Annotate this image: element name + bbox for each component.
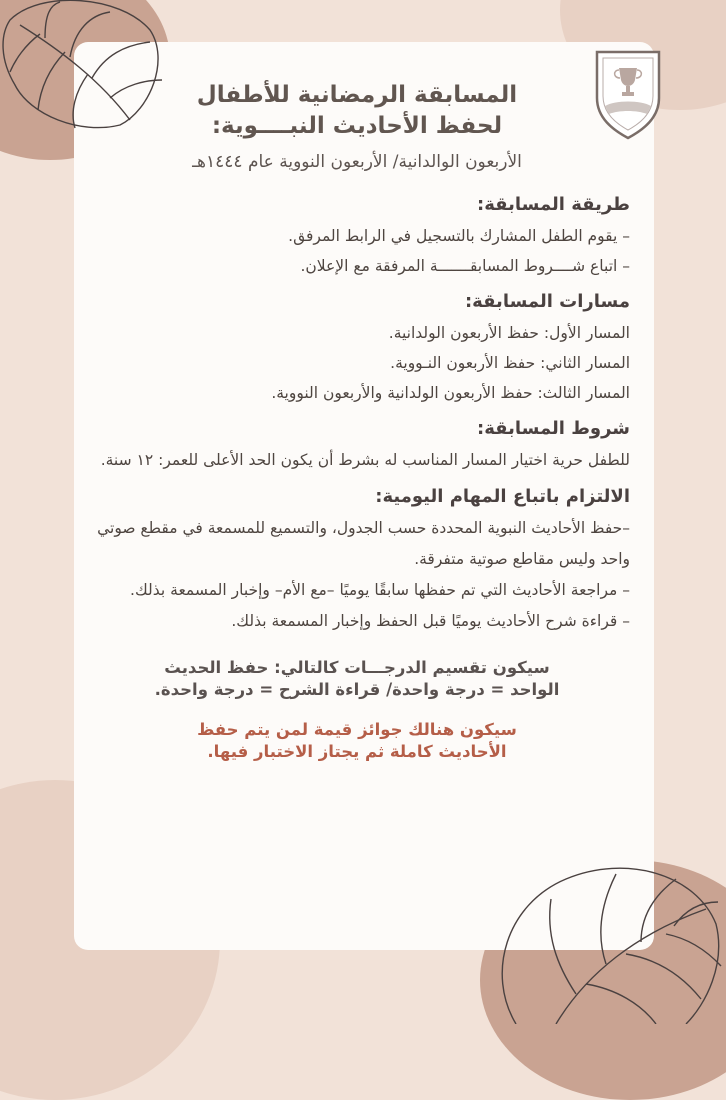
- prize-note: [84, 719, 630, 763]
- method-heading: طريقة المسابقة:: [477, 194, 630, 215]
- page-title: [84, 80, 630, 142]
- track-item: المسار الثاني: حفظ الأربعون النـووية.: [390, 354, 630, 372]
- method-item: – يقوم الطفل المشارك بالتسجيل في الرابط المرفق.: [288, 227, 630, 245]
- announcement-body: [84, 80, 630, 763]
- tracks-heading: مسارات المسابقة:: [464, 291, 630, 312]
- commitment-item: – مراجعة الأحاديث التي تم حفظها سابقًا يوميًا –مع الأم– وإخبار المسمعة بذلك.: [130, 581, 630, 599]
- prize-line-1: سيكون هنالك جوائز قيمة لمن يتم حفظ: [197, 720, 517, 739]
- monstera-leaf-bottom-right-icon: [476, 854, 726, 1024]
- track-item: المسار الثالث: حفظ الأربعون الولدانية والأربعون النووية.: [271, 384, 630, 402]
- title-line-2: لحفظ الأحاديث النبــــوية:: [211, 113, 503, 139]
- commitment-heading: الالتزام باتباع المهام اليومية:: [375, 486, 630, 507]
- commitment-item: –حفظ الأحاديث النبوية المحددة حسب الجدول، والتسميع للمسمعة في مقطع صوتي واحد وليس مقاطع صوتية متفرقة.: [97, 519, 630, 568]
- prize-line-2: الأحاديث كاملة ثم يجتاز الاختبار فيها.: [207, 742, 507, 761]
- method-item: – اتباع شــــروط المسابقـــــــة المرفقة مع الإعلان.: [300, 257, 630, 275]
- conditions-heading: شروط المسابقة:: [477, 418, 630, 439]
- subtitle: الأربعون الوالدانية/ الأربعون النووية عام ١٤٤٤هـ: [192, 152, 522, 172]
- grading-line-2: الواحد = درجة واحدة/ قراءة الشرح = درجة واحدة.: [154, 680, 560, 699]
- track-item: المسار الأول: حفظ الأربعون الولدانية.: [388, 324, 630, 342]
- conditions-text: للطفل حرية اختيار المسار المناسب له بشرط أن يكون الحد الأعلى للعمر: ١٢ سنة.: [100, 451, 630, 469]
- commitment-item: – قراءة شرح الأحاديث يوميًا قبل الحفظ وإخبار المسمعة بذلك.: [231, 612, 630, 630]
- grading-line-1: سيكون تقسيم الدرجـــات كالتالي: حفظ الحديث: [164, 658, 550, 677]
- title-line-1: المسابقة الرمضانية للأطفال: [196, 82, 518, 108]
- grading-note: [84, 657, 630, 701]
